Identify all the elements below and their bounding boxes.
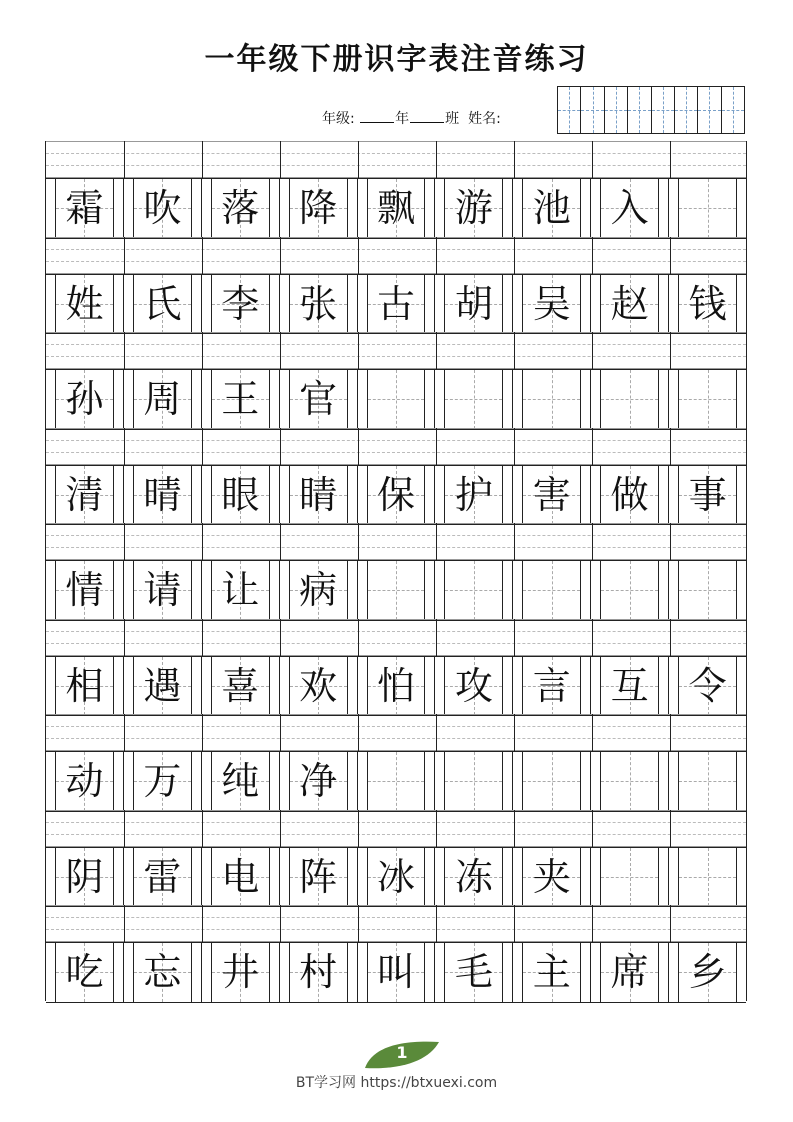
- name-cell[interactable]: [698, 87, 721, 133]
- name-cell[interactable]: [605, 87, 628, 133]
- character-text: 忘: [143, 950, 182, 994]
- character-text: 孙: [65, 377, 104, 421]
- character-cell[interactable]: [435, 752, 513, 811]
- character-text: 张: [299, 281, 338, 326]
- character-text: 令: [688, 663, 727, 708]
- character-cell[interactable]: [280, 848, 358, 907]
- character-cell[interactable]: [591, 561, 669, 620]
- character-text: 吴: [532, 281, 571, 326]
- character-cell[interactable]: [435, 466, 513, 525]
- character-cell[interactable]: [46, 561, 124, 620]
- character-text: 保: [377, 472, 416, 517]
- character-text: 主: [532, 950, 571, 994]
- character-text: 请: [143, 568, 182, 612]
- character-cell[interactable]: [124, 752, 202, 811]
- character-cell[interactable]: [435, 275, 513, 334]
- character-cell[interactable]: [591, 657, 669, 716]
- character-cell[interactable]: [202, 179, 280, 238]
- character-text: 氏: [143, 281, 182, 326]
- character-cell[interactable]: [280, 657, 358, 716]
- character-cell[interactable]: [591, 943, 669, 1002]
- character-cell[interactable]: [358, 466, 436, 525]
- character-text: 净: [299, 759, 338, 803]
- grade-label: 年级:: [322, 111, 355, 127]
- character-text: 纯: [221, 759, 260, 803]
- character-text: 赵: [610, 281, 649, 326]
- pinyin-lines[interactable]: [46, 810, 746, 847]
- character-text: 入: [610, 186, 649, 230]
- character-text: 王: [221, 377, 260, 421]
- character-cell[interactable]: [202, 752, 280, 811]
- character-cell[interactable]: [202, 370, 280, 429]
- character-text: 欢: [299, 663, 338, 708]
- character-cell[interactable]: [591, 848, 669, 907]
- character-cell[interactable]: [46, 657, 124, 716]
- character-cell[interactable]: [435, 179, 513, 238]
- character-cell[interactable]: [280, 179, 358, 238]
- name-cell[interactable]: [652, 87, 675, 133]
- character-cell[interactable]: [358, 275, 436, 334]
- class-label: 班: [445, 111, 460, 127]
- character-text: 护: [454, 472, 493, 517]
- character-text: 电: [221, 854, 260, 899]
- name-cell[interactable]: [722, 87, 744, 133]
- character-cell[interactable]: [591, 752, 669, 811]
- character-cell[interactable]: [280, 561, 358, 620]
- practice-row: [45, 332, 747, 428]
- character-cell[interactable]: [591, 466, 669, 525]
- character-cell[interactable]: [124, 370, 202, 429]
- character-text: 霜: [65, 186, 104, 230]
- character-text: 姓: [65, 281, 104, 326]
- pinyin-lines[interactable]: [46, 905, 746, 942]
- character-text: 乡: [688, 950, 727, 994]
- character-text: 雷: [143, 854, 182, 899]
- character-cell[interactable]: [513, 943, 591, 1002]
- practice-row: [45, 905, 747, 1001]
- character-text: 情: [65, 568, 104, 612]
- page-title: 一年级下册识字表注音练习: [204, 42, 589, 77]
- character-text: 钱: [688, 281, 727, 326]
- practice-grid: [45, 141, 747, 1001]
- character-cell[interactable]: [280, 752, 358, 811]
- character-cell[interactable]: [513, 752, 591, 811]
- pinyin-lines[interactable]: [46, 714, 746, 751]
- character-text: 让: [221, 568, 260, 612]
- character-cell[interactable]: [669, 370, 746, 429]
- character-cell[interactable]: [358, 848, 436, 907]
- character-text: 冻: [454, 854, 493, 899]
- character-cell[interactable]: [124, 848, 202, 907]
- character-cell[interactable]: [280, 370, 358, 429]
- character-cell[interactable]: [202, 275, 280, 334]
- character-text: 病: [299, 568, 338, 612]
- character-text: 周: [143, 377, 182, 421]
- pinyin-lines[interactable]: [46, 332, 746, 369]
- character-text: 晴: [143, 472, 182, 517]
- character-text: 攻: [454, 663, 493, 708]
- character-cell[interactable]: [435, 561, 513, 620]
- practice-row: [45, 714, 747, 810]
- character-text: 飘: [377, 186, 416, 230]
- character-cell[interactable]: [46, 752, 124, 811]
- character-text: 睛: [299, 472, 338, 517]
- name-cell[interactable]: [628, 87, 651, 133]
- character-cell[interactable]: [46, 370, 124, 429]
- practice-row: [45, 523, 747, 619]
- name-cell[interactable]: [558, 87, 581, 133]
- grade-blank[interactable]: [360, 110, 394, 123]
- character-text: 动: [65, 759, 104, 803]
- character-cell[interactable]: [46, 943, 124, 1002]
- character-text: 阵: [299, 854, 338, 899]
- character-text: 做: [610, 472, 649, 517]
- character-cell[interactable]: [280, 466, 358, 525]
- character-text: 事: [688, 472, 727, 517]
- character-cell[interactable]: [46, 179, 124, 238]
- character-cell[interactable]: [202, 943, 280, 1002]
- character-cell[interactable]: [46, 275, 124, 334]
- character-cell[interactable]: [669, 848, 746, 907]
- character-cell[interactable]: [513, 657, 591, 716]
- character-cell[interactable]: [513, 848, 591, 907]
- character-cell[interactable]: [358, 561, 436, 620]
- character-text: 古: [377, 281, 416, 326]
- character-text: 夹: [532, 854, 571, 899]
- character-text: 毛: [454, 950, 493, 994]
- character-cell[interactable]: [358, 943, 436, 1002]
- character-cell[interactable]: [358, 370, 436, 429]
- character-cell[interactable]: [513, 466, 591, 525]
- name-cell[interactable]: [675, 87, 698, 133]
- character-cell[interactable]: [669, 179, 746, 238]
- character-cell[interactable]: [435, 657, 513, 716]
- character-cell[interactable]: [358, 179, 436, 238]
- character-text: 言: [532, 663, 571, 708]
- character-text: 冰: [377, 854, 416, 899]
- character-cell[interactable]: [669, 657, 746, 716]
- student-info-line: [322, 108, 501, 128]
- character-cell[interactable]: [280, 275, 358, 334]
- pinyin-lines[interactable]: [46, 141, 746, 178]
- character-text: 李: [221, 281, 260, 326]
- character-text: 官: [299, 377, 338, 421]
- character-text: 席: [610, 950, 649, 994]
- character-text: 胡: [454, 281, 493, 326]
- character-cell[interactable]: [513, 561, 591, 620]
- pinyin-lines[interactable]: [46, 237, 746, 274]
- class-blank[interactable]: [410, 110, 444, 123]
- character-cell[interactable]: [435, 943, 513, 1002]
- character-cell[interactable]: [358, 752, 436, 811]
- character-cell[interactable]: [202, 561, 280, 620]
- character-cell[interactable]: [124, 561, 202, 620]
- character-text: 万: [143, 759, 182, 803]
- character-cell[interactable]: [202, 466, 280, 525]
- character-text: 眼: [221, 472, 260, 517]
- character-text: 害: [532, 472, 571, 517]
- name-writing-box[interactable]: [557, 86, 745, 134]
- pinyin-lines[interactable]: [46, 428, 746, 465]
- character-text: 村: [299, 950, 338, 994]
- character-cell[interactable]: [46, 466, 124, 525]
- character-cell[interactable]: [513, 275, 591, 334]
- character-cell[interactable]: [669, 275, 746, 334]
- character-cell[interactable]: [46, 848, 124, 907]
- character-text: 吹: [143, 186, 182, 230]
- character-cell[interactable]: [358, 657, 436, 716]
- character-text: 清: [65, 472, 104, 517]
- character-text: 降: [299, 186, 338, 230]
- character-text: 吃: [65, 950, 104, 994]
- character-cell[interactable]: [124, 275, 202, 334]
- character-cell[interactable]: [202, 657, 280, 716]
- character-text: 游: [454, 186, 493, 230]
- character-cell[interactable]: [669, 943, 746, 1002]
- character-cell[interactable]: [591, 179, 669, 238]
- character-cell[interactable]: [669, 466, 746, 525]
- character-text: 遇: [143, 663, 182, 708]
- character-cell[interactable]: [591, 275, 669, 334]
- practice-row: [45, 619, 747, 715]
- character-cell[interactable]: [669, 561, 746, 620]
- character-text: 喜: [221, 663, 260, 708]
- character-cell[interactable]: [591, 370, 669, 429]
- site-footer[interactable]: BT学习网 https://btxuexi.com: [295, 1075, 498, 1091]
- character-text: 相: [65, 663, 104, 708]
- practice-row: [45, 237, 747, 333]
- character-text: 互: [610, 663, 649, 708]
- pinyin-lines[interactable]: [46, 619, 746, 656]
- character-cell[interactable]: [280, 943, 358, 1002]
- character-text: 叫: [377, 950, 416, 994]
- character-cell[interactable]: [669, 752, 746, 811]
- character-cell[interactable]: [202, 848, 280, 907]
- character-cell[interactable]: [513, 370, 591, 429]
- practice-row: [45, 428, 747, 524]
- character-cell[interactable]: [435, 848, 513, 907]
- character-text: 池: [532, 186, 571, 230]
- character-text: 怕: [377, 663, 416, 708]
- name-cell[interactable]: [581, 87, 604, 133]
- practice-row: [45, 141, 747, 237]
- character-text: 井: [221, 950, 260, 994]
- character-cell[interactable]: [435, 370, 513, 429]
- character-cell[interactable]: [124, 943, 202, 1002]
- practice-row: [45, 810, 747, 906]
- character-text: 阴: [65, 854, 104, 899]
- year-label: 年: [395, 111, 410, 127]
- character-cell[interactable]: [124, 466, 202, 525]
- character-cell[interactable]: [124, 179, 202, 238]
- page-number: 1: [396, 1043, 408, 1062]
- character-cell[interactable]: [513, 179, 591, 238]
- pinyin-lines[interactable]: [46, 523, 746, 560]
- name-label: 姓名:: [468, 111, 501, 127]
- character-text: 落: [221, 186, 260, 230]
- character-cell[interactable]: [124, 657, 202, 716]
